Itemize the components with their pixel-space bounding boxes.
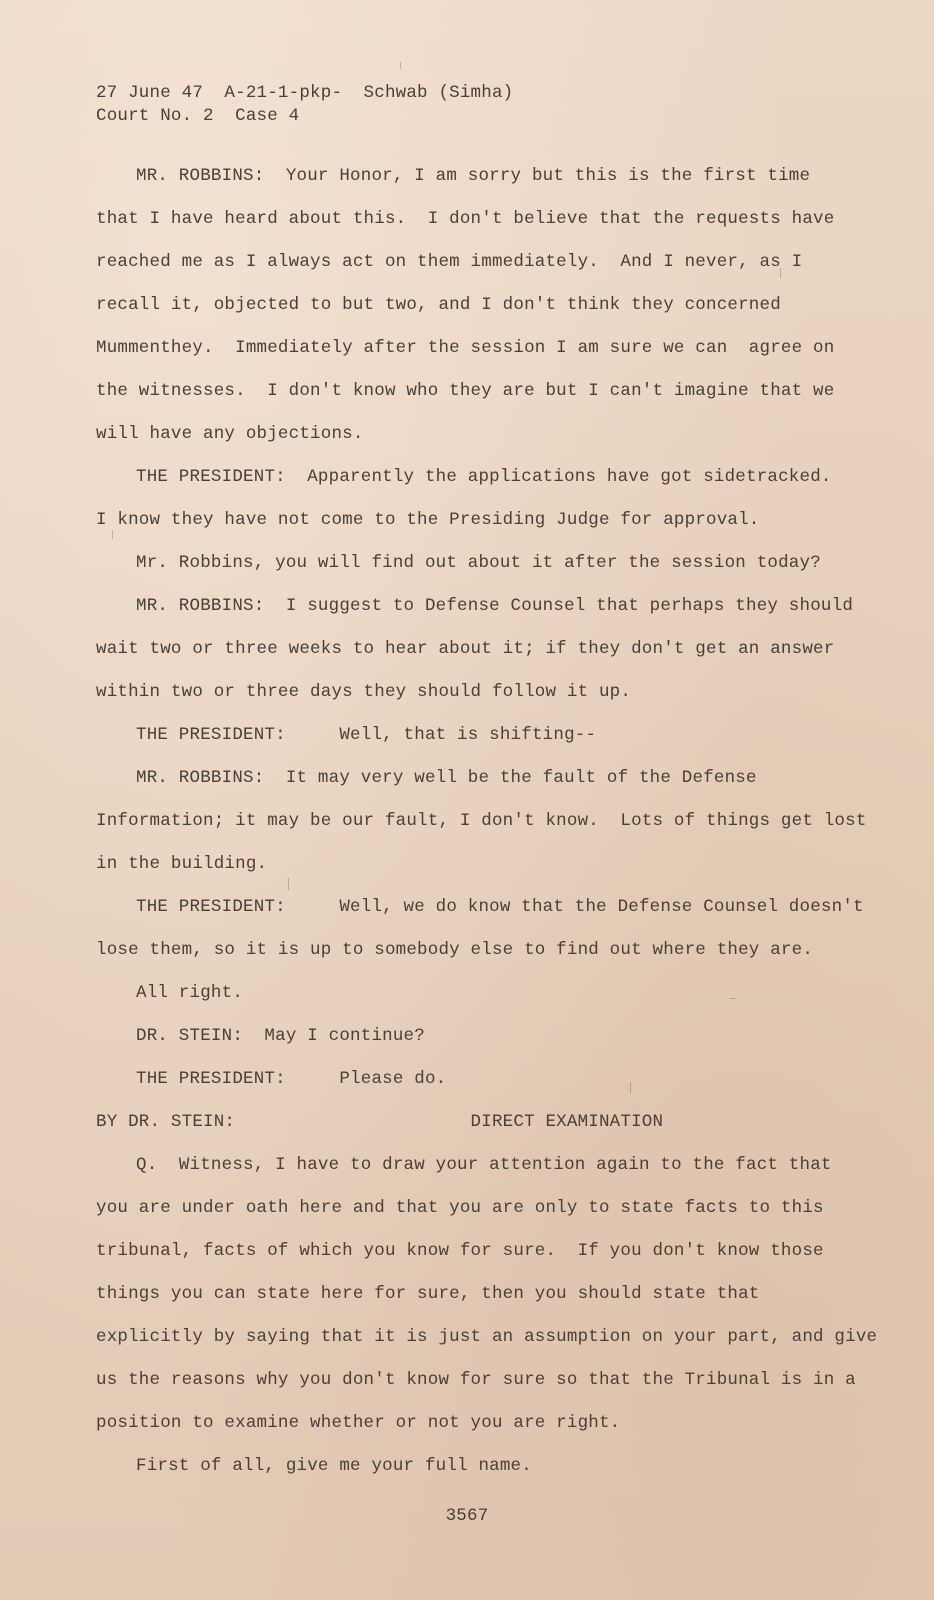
body-line: First of all, give me your full name.: [136, 1456, 532, 1476]
body-line: I know they have not come to the Presiding Judge for approval.: [96, 510, 760, 530]
body-line: MR. ROBBINS: Your Honor, I am sorry but this is the first time: [136, 166, 811, 186]
body-line: THE PRESIDENT: Well, we do know that the Defense Counsel doesn't: [136, 897, 864, 917]
header-line-2: Court No. 2 Case 4: [96, 106, 300, 126]
body-line: Mummenthey. Immediately after the session I am sure we can agree on: [96, 338, 835, 358]
body-line: recall it, objected to but two, and I don't think they concerned: [96, 295, 781, 315]
body-line: Information; it may be our fault, I don't know. Lots of things get lost: [96, 811, 867, 831]
scan-speck: [780, 268, 781, 278]
body-line: lose them, so it is up to somebody else to find out where they are.: [96, 940, 814, 960]
body-line: DR. STEIN: May I continue?: [136, 1026, 425, 1046]
body-line: All right.: [136, 983, 244, 1003]
body-line: us the reasons why you don't know for sure so that the Tribunal is in a: [96, 1370, 856, 1390]
body-line: tribunal, facts of which you know for sure. If you don't know those: [96, 1241, 824, 1261]
scan-speck: [730, 998, 736, 999]
header-line-1: 27 June 47 A-21-1-pkp- Schwab (Simha): [96, 83, 514, 103]
scan-speck: [400, 62, 401, 69]
body-line: THE PRESIDENT: Please do.: [136, 1069, 447, 1089]
body-line: that I have heard about this. I don't believe that the requests have: [96, 209, 835, 229]
body-line: MR. ROBBINS: I suggest to Defense Counsel that perhaps they should: [136, 596, 854, 616]
page-number: 3567: [445, 1506, 489, 1526]
body-line: Mr. Robbins, you will find out about it after the session today?: [136, 553, 821, 573]
scan-speck: [112, 530, 113, 539]
body-line: THE PRESIDENT: Apparently the applications have got sidetracked.: [136, 467, 832, 487]
body-line: the witnesses. I don't know who they are but I can't imagine that we: [96, 381, 835, 401]
body-line: in the building.: [96, 854, 268, 874]
body-line: you are under oath here and that you are only to state facts to this: [96, 1198, 824, 1218]
body-line: explicitly by saying that it is just an assumption on your part, and give: [96, 1327, 878, 1347]
body-line: wait two or three weeks to hear about it; if they don't get an answer: [96, 639, 835, 659]
body-line: MR. ROBBINS: It may very well be the fault of the Defense: [136, 768, 757, 788]
section-heading: BY DR. STEIN: DIRECT EXAMINATION: [96, 1112, 664, 1132]
body-line: within two or three days they should follow it up.: [96, 682, 632, 702]
body-line: things you can state here for sure, then you should state that: [96, 1284, 760, 1304]
body-line: position to examine whether or not you are right.: [96, 1413, 621, 1433]
body-line: will have any objections.: [96, 424, 364, 444]
body-line: reached me as I always act on them immediately. And I never, as I: [96, 252, 803, 272]
scan-speck: [630, 1082, 631, 1093]
body-line: THE PRESIDENT: Well, that is shifting--: [136, 725, 597, 745]
body-line: Q. Witness, I have to draw your attention again to the fact that: [136, 1155, 832, 1175]
scan-speck: [288, 878, 289, 890]
